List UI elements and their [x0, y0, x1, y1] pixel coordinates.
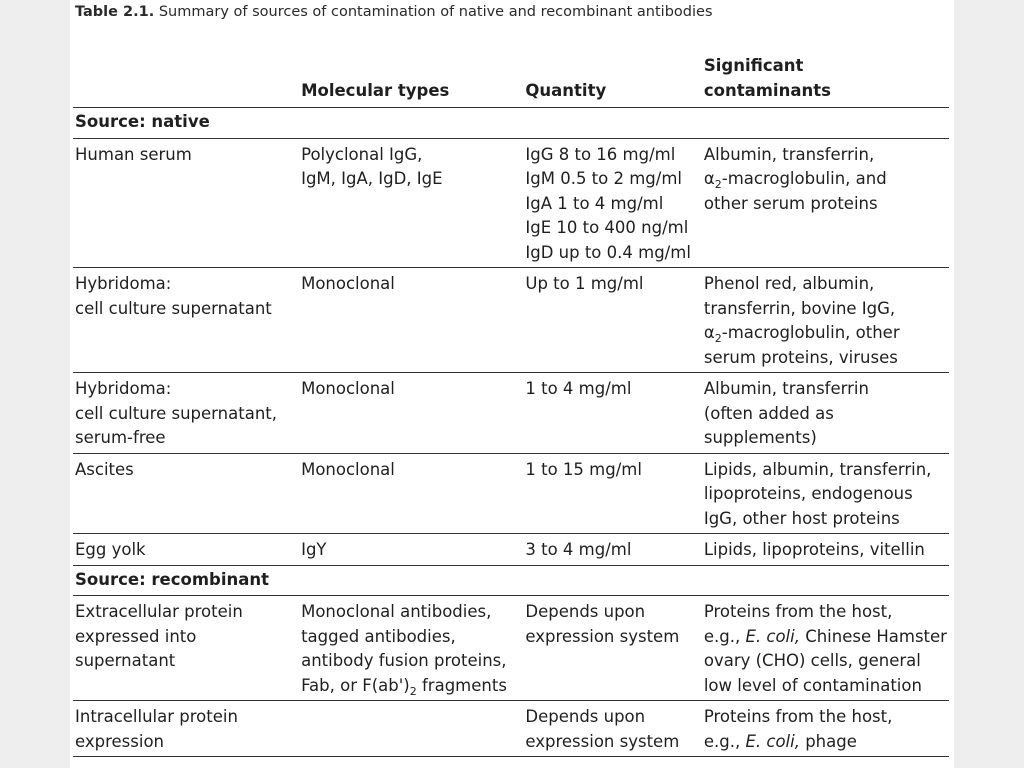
- cell-quantity: Depends upon expression system: [523, 596, 701, 701]
- left-margin: [0, 0, 70, 768]
- cell-quantity: 1 to 4 mg/ml: [523, 373, 701, 454]
- cell-contaminants: Lipids, lipoproteins, vitellin: [702, 534, 949, 566]
- section-native: Source: native: [73, 108, 949, 139]
- table-row: [73, 138, 949, 268]
- header-contaminants: Significant contaminants: [702, 50, 949, 108]
- cell-types: Monoclonal antibodies, tagged antibodies, antibody fusion proteins, Fab, or $F(ab')_2$ fragments: [299, 596, 523, 701]
- cell-source: Human serum: [73, 138, 299, 268]
- caption-label: Table 2.1.: [75, 4, 155, 20]
- cell-types: Monoclonal: [299, 268, 523, 373]
- right-margin: [954, 0, 1024, 768]
- header-source: [73, 50, 299, 108]
- caption-text: Summary of sources of contamination of native and recombinant antibodies: [154, 4, 713, 20]
- cell-quantity: 3 to 4 mg/ml: [523, 534, 701, 566]
- document-page: [70, 0, 954, 768]
- table-row: [73, 453, 949, 534]
- cell-types: IgY: [299, 534, 523, 566]
- cell-quantity: 1 to 15 mg/ml: [523, 453, 701, 534]
- table-row: [73, 701, 949, 757]
- cell-contaminants: Phenol red, albumin, transferrin, bovine IgG, $\alpha_2$-macroglobulin, other serum proteins, viruses: [702, 268, 949, 373]
- contamination-table: [73, 50, 949, 757]
- header-quantity: Quantity: [523, 50, 701, 108]
- cell-types: Monoclonal: [299, 453, 523, 534]
- cell-source: Hybridoma: cell culture supernatant, serum-free: [73, 373, 299, 454]
- cell-quantity: Up to 1 mg/ml: [523, 268, 701, 373]
- cell-types: Monoclonal: [299, 373, 523, 454]
- table-row: [73, 534, 949, 566]
- cell-quantity: Depends upon expression system: [523, 701, 701, 757]
- section-recombinant: Source: recombinant: [73, 565, 949, 596]
- cell-contaminants: Albumin, transferrin (often added as supplements): [702, 373, 949, 454]
- table-row: [73, 268, 949, 373]
- table-row: [73, 373, 949, 454]
- header-row: [73, 50, 949, 108]
- cell-contaminants: Albumin, transferrin, $\alpha_2$-macroglobulin, and other serum proteins: [702, 138, 949, 268]
- cell-source: Egg yolk: [73, 534, 299, 566]
- table-caption: [75, 4, 713, 20]
- cell-source: Extracellular protein expressed into supernatant: [73, 596, 299, 701]
- header-molecular-types: Molecular types: [299, 50, 523, 108]
- cell-source: Ascites: [73, 453, 299, 534]
- cell-types: [299, 701, 523, 757]
- table-row: [73, 596, 949, 701]
- cell-contaminants: Proteins from the host, e.g., E. coli, Chinese Hamster ovary (CHO) cells, general low level of contamination: [702, 596, 949, 701]
- cell-contaminants: Proteins from the host, e.g., E. coli, phage: [702, 701, 949, 757]
- cell-source: Intracellular protein expression: [73, 701, 299, 757]
- cell-contaminants: Lipids, albumin, transferrin, lipoproteins, endogenous IgG, other host proteins: [702, 453, 949, 534]
- cell-types: Polyclonal IgG, IgM, IgA, IgD, IgE: [299, 138, 523, 268]
- cell-source: Hybridoma: cell culture supernatant: [73, 268, 299, 373]
- cell-quantity: IgG 8 to 16 mg/ml IgM 0.5 to 2 mg/ml IgA 1 to 4 mg/ml IgE 10 to 400 ng/ml IgD up to 0.4 mg/ml: [523, 138, 701, 268]
